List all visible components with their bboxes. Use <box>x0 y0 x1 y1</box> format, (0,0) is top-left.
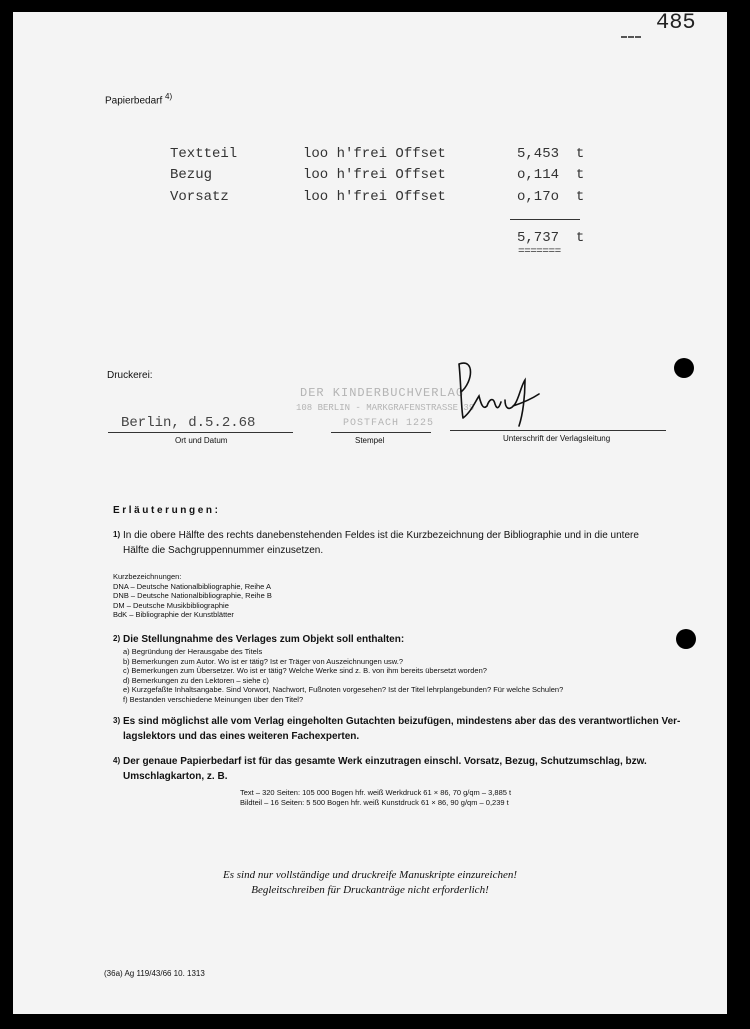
publisher-stamp-line-1: DER KINDERBUCHVERLAG <box>300 386 465 400</box>
paper-row-2-spec: loo h'frei Offset <box>303 167 446 183</box>
paper-row-2-amount: o,114 t <box>517 167 585 183</box>
signature-label: Unterschrift der Verlagsleitung <box>503 434 611 443</box>
paper-row-2: Bezug <box>170 167 213 183</box>
corner-marks <box>621 36 641 38</box>
place-date-label: Ort und Datum <box>175 436 228 445</box>
table-sum-rule <box>510 219 580 220</box>
publisher-stamp-line-2: 108 BERLIN - MARKGRAFENSTRASSE 39 <box>296 403 475 413</box>
paper-requirement-label: Papierbedarf $^{4)}$ <box>105 92 173 107</box>
stamp-label: Stempel <box>355 436 385 445</box>
signature-line <box>450 430 666 431</box>
stamp-line <box>331 432 431 433</box>
punch-hole-bottom <box>676 629 696 649</box>
place-date-value: Berlin, d.5.2.68 <box>121 415 256 431</box>
paper-row-1-amount: 5,453 t <box>517 146 585 162</box>
page-number: 485 <box>656 10 696 35</box>
paper-examples: Text – 320 Seiten: 105 000 Bogen hfr. weiß Werkdruck 61 × 86, 70 g/qm – 3,885 t Bildteil – 16 Seiten: 5 500 Bogen hfr. weiß Kunstdruck 61 × 86, 90 g/qm – 0,239 t <box>240 788 512 807</box>
place-date-line <box>108 432 293 433</box>
paper-row-3-amount: o,17o t <box>517 189 585 205</box>
punch-hole-top <box>674 358 694 378</box>
printer-label: Druckerei: <box>107 370 153 381</box>
paper-row-1: Textteil <box>170 146 238 162</box>
signature <box>453 352 543 432</box>
paper-total: 5,737 t <box>517 230 585 246</box>
paper-row-3-spec: loo h'frei Offset <box>303 189 446 205</box>
document-page: 485 Papierbedarf $^{4)}$ Textteil loo h'frei Offset 5,453 t Bezug loo h'frei Offset o,114 t Vorsatz loo h'frei Offset o,17o t 5,737 t ======= Druckerei: Berlin, d.5.2.68 Ort und Datum DER KINDERBUCHVERLAG 108 BERLIN - MARKGRAFENSTRASSE 39 POSTFACH 1225 Stempel Unterschrift der Verlagsleitung Erläuterungen: 1) In die obere Hälfte des rechts danebenstehenden Feldes ist die Kurzbezeichnung der Bibliographie und in die untere Hälfte die Sachgruppennummer einzusetzen. Kurzbezeichnungen: DNA – Deutsche Nationalbibliographie, Reihe A DNB – Deutsche Nationalbibliographie, Reihe B DM – Deutsche Musikbibliographie BdK – Bibliographie der Kunstblätter 2) Die Stellungnahme des Verlages zum Objekt soll enthalten: a) Begründung der Herausgabe des Titels b) Bemerkungen zum Autor. Wo ist er tätig? Ist er Träger von Auszeichnungen usw.? c) Bemerkungen zum Übersetzer. Wo ist er tätig? Welche Werke sind z. B. von ihm bereits übersetzt worden? d) Bemerkungen zu den Lektoren – siehe c) e) Kurzgefaßte Inhaltsangabe. Sind Vorwort, Nachwort, Fußnoten vorgesehen? Ist der Titel lehrplangebunden? Für welche Schulen? f) Bestanden verschiedene Meinungen über den Titel? 3) Es sind möglichst alle vom Verlag eingeholten Gutachten beizufügen, mindestens aber das des verantwortlichen Ver- lagslektors und das eines weiteren Fachexperten. 4) Der genaue Papierbedarf ist für das gesamte Werk einzutragen einschl. Vorsatz, Bezug, Schutzumschlag, bzw. Umschlagkarton, z. B. Text – 320 Seiten: 105 000 Bogen hfr. weiß Werkdruck 61 × 86, 70 g/qm – 3,885 t Bildteil – 16 Seiten: 5 500 Bogen hfr. weiß Kunstdruck 61 × 86, 90 g/qm – 0,239 t Es sind nur vollständige und druckreife Manuskripte einzureichen! Begleitschreiben für Druckanträge nicht erforderlich! (36a) Ag 119/43/66 10. 1313 <box>13 12 727 1014</box>
explanations-heading: Erläuterungen: <box>113 505 221 516</box>
paper-row-3: Vorsatz <box>170 189 229 205</box>
abbreviation-list: Kurzbezeichnungen: DNA – Deutsche Nationalbibliographie, Reihe A DNB – Deutsche Nationalbibliographie, Reihe B DM – Deutsche Musikbibliographie BdK – Bibliographie der Kunstblätter <box>113 572 272 620</box>
publisher-stamp-line-3: POSTFACH 1225 <box>343 418 435 429</box>
form-code: (36a) Ag 119/43/66 10. 1313 <box>104 969 205 978</box>
paper-row-1-spec: loo h'frei Offset <box>303 146 446 162</box>
total-double-rule: ======= <box>518 246 561 258</box>
footer-note: Es sind nur vollständige und druckreife Manuskripte einzureichen! Begleitschreiben für Druckanträge nicht erforderlich! <box>223 869 517 896</box>
